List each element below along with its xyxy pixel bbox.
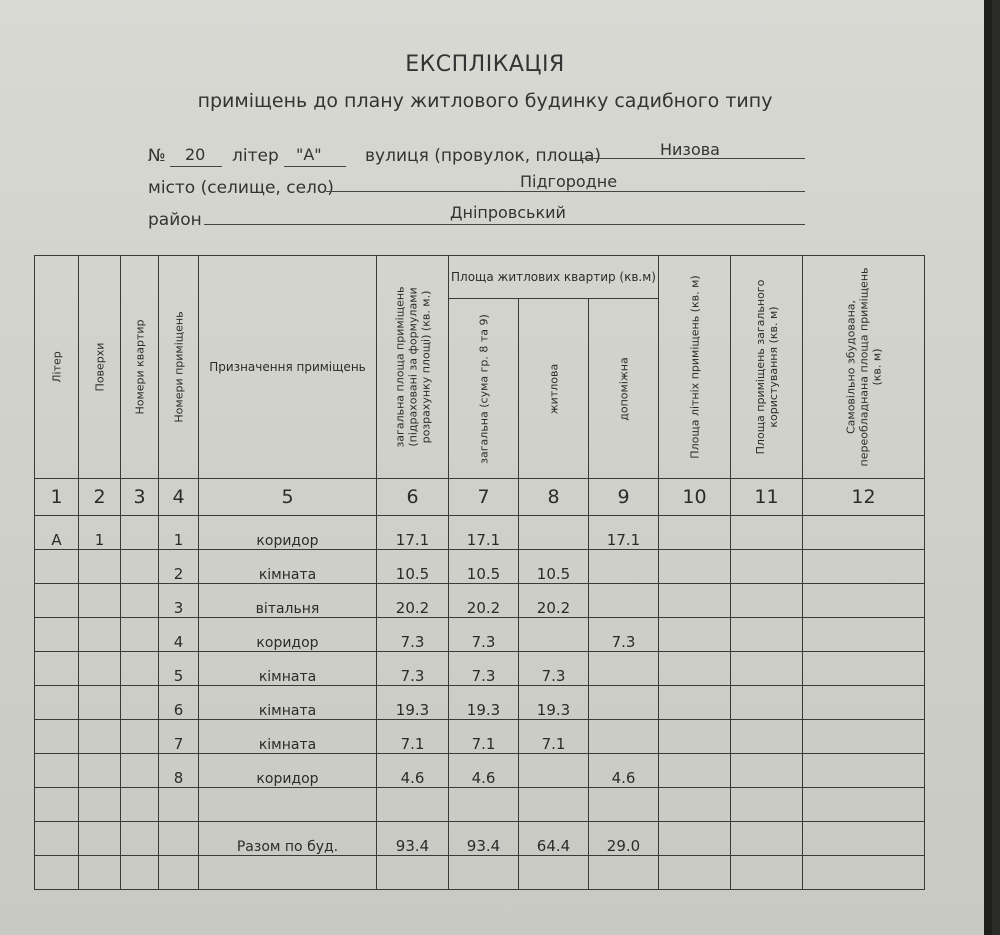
room-number-cell: 4 xyxy=(159,618,199,652)
auxiliary-area-cell xyxy=(589,720,659,754)
city-value: Підгородне xyxy=(520,172,618,191)
empty-cell xyxy=(731,516,803,550)
apartment-total-cell: 20.2 xyxy=(449,584,519,618)
table-row xyxy=(35,618,925,652)
room-name-cell: кімната xyxy=(199,686,377,720)
room-number-cell xyxy=(159,788,199,822)
apartment-total-cell: 17.1 xyxy=(449,516,519,550)
liter-cell xyxy=(35,686,79,720)
liter-cell xyxy=(35,652,79,686)
table-body xyxy=(35,516,925,890)
apartment-cell xyxy=(121,822,159,856)
header-living: житлова xyxy=(519,299,589,479)
apartment-cell xyxy=(121,550,159,584)
room-number-cell xyxy=(159,856,199,890)
col-number: 1 xyxy=(35,479,79,516)
room-name-cell: кімната xyxy=(199,720,377,754)
empty-cell xyxy=(659,822,731,856)
living-area-cell: 7.1 xyxy=(519,720,589,754)
empty-cell xyxy=(731,584,803,618)
empty-cell xyxy=(659,618,731,652)
empty-cell xyxy=(803,516,925,550)
header-auxiliary: допоміжна xyxy=(589,299,659,479)
liter-cell xyxy=(35,788,79,822)
apartment-cell xyxy=(121,516,159,550)
col-number: 5 xyxy=(199,479,377,516)
empty-cell xyxy=(803,754,925,788)
auxiliary-area-cell: 4.6 xyxy=(589,754,659,788)
empty-cell xyxy=(731,550,803,584)
apartment-total-cell: 4.6 xyxy=(449,754,519,788)
total-area-cell: 20.2 xyxy=(377,584,449,618)
empty-cell xyxy=(731,856,803,890)
header-liter: Літер xyxy=(35,256,79,479)
floor-cell xyxy=(79,822,121,856)
room-name-cell: коридор xyxy=(199,516,377,550)
living-area-cell: 7.3 xyxy=(519,652,589,686)
total-area-cell: 4.6 xyxy=(377,754,449,788)
col-number: 12 xyxy=(803,479,925,516)
living-area-cell: 20.2 xyxy=(519,584,589,618)
empty-cell xyxy=(659,754,731,788)
floor-cell xyxy=(79,856,121,890)
header-floors: Поверхи xyxy=(79,256,121,479)
number-value: 20 xyxy=(185,145,206,164)
room-number-cell: 1 xyxy=(159,516,199,550)
living-area-cell xyxy=(519,516,589,550)
auxiliary-area-cell xyxy=(589,856,659,890)
empty-cell xyxy=(803,788,925,822)
empty-cell xyxy=(731,720,803,754)
living-area-cell: 64.4 xyxy=(519,822,589,856)
room-number-cell: 8 xyxy=(159,754,199,788)
empty-cell xyxy=(659,686,731,720)
liter-cell xyxy=(35,550,79,584)
empty-cell xyxy=(659,584,731,618)
col-number: 8 xyxy=(519,479,589,516)
room-number-cell: 3 xyxy=(159,584,199,618)
room-name-cell: кімната xyxy=(199,550,377,584)
apartment-total-cell: 19.3 xyxy=(449,686,519,720)
empty-cell xyxy=(731,822,803,856)
living-area-cell xyxy=(519,856,589,890)
liter-label: літер xyxy=(232,146,279,166)
liter-cell: А xyxy=(35,516,79,550)
street-value: Низова xyxy=(660,140,720,159)
empty-cell xyxy=(803,584,925,618)
room-name-cell xyxy=(199,856,377,890)
liter-underline xyxy=(284,166,346,167)
apartment-total-cell: 93.4 xyxy=(449,822,519,856)
floor-cell xyxy=(79,720,121,754)
col-number: 3 xyxy=(121,479,159,516)
header-room-numbers: Номери приміщень xyxy=(159,256,199,479)
room-number-cell: 7 xyxy=(159,720,199,754)
floor-cell: 1 xyxy=(79,516,121,550)
floor-cell xyxy=(79,686,121,720)
header-common-area: Площа приміщень загального користування (кв. м) xyxy=(731,256,803,479)
table-row xyxy=(35,652,925,686)
explication-table xyxy=(34,255,925,890)
total-area-cell xyxy=(377,856,449,890)
district-value: Дніпровський xyxy=(450,203,566,222)
room-name-cell xyxy=(199,788,377,822)
apartment-total-cell: 7.1 xyxy=(449,720,519,754)
living-area-cell xyxy=(519,618,589,652)
total-area-cell: 7.3 xyxy=(377,618,449,652)
apartment-total-cell: 7.3 xyxy=(449,652,519,686)
empty-cell xyxy=(803,822,925,856)
page-edge-shadow xyxy=(984,0,992,935)
city-underline xyxy=(326,191,805,192)
liter-cell xyxy=(35,720,79,754)
col-number: 2 xyxy=(79,479,121,516)
header-row xyxy=(35,256,925,299)
total-area-cell: 93.4 xyxy=(377,822,449,856)
empty-cell xyxy=(659,856,731,890)
table-row xyxy=(35,720,925,754)
room-number-cell xyxy=(159,822,199,856)
total-area-cell: 17.1 xyxy=(377,516,449,550)
col-number: 10 xyxy=(659,479,731,516)
floor-cell xyxy=(79,550,121,584)
floor-cell xyxy=(79,652,121,686)
header-summer-area: Площа літніх приміщень (кв. м) xyxy=(659,256,731,479)
empty-cell xyxy=(731,788,803,822)
apartment-cell xyxy=(121,652,159,686)
floor-cell xyxy=(79,618,121,652)
header-unauthorized-area: Самовільно збудована, переобладнана площа приміщень (кв. м) xyxy=(803,256,925,479)
apartment-cell xyxy=(121,584,159,618)
city-label: місто (селище, село) xyxy=(148,178,334,198)
col-number: 6 xyxy=(377,479,449,516)
document-subtitle: приміщень до плану житлового будинку садибного типу xyxy=(197,90,773,112)
empty-cell xyxy=(803,856,925,890)
header-apartment-numbers: Номери квартир xyxy=(121,256,159,479)
empty-cell xyxy=(659,516,731,550)
empty-cell xyxy=(803,720,925,754)
document-title: ЕКСПЛІКАЦІЯ xyxy=(405,52,565,77)
living-area-cell: 19.3 xyxy=(519,686,589,720)
column-number-row xyxy=(35,479,925,516)
room-number-cell: 5 xyxy=(159,652,199,686)
floor-cell xyxy=(79,788,121,822)
room-name-cell: кімната xyxy=(199,652,377,686)
apartment-cell xyxy=(121,788,159,822)
liter-cell xyxy=(35,822,79,856)
auxiliary-area-cell xyxy=(589,584,659,618)
room-number-cell: 6 xyxy=(159,686,199,720)
empty-cell xyxy=(731,754,803,788)
apartment-cell xyxy=(121,618,159,652)
liter-cell xyxy=(35,584,79,618)
liter-cell xyxy=(35,754,79,788)
total-area-cell: 7.3 xyxy=(377,652,449,686)
table-row xyxy=(35,754,925,788)
room-number-cell: 2 xyxy=(159,550,199,584)
auxiliary-area-cell: 7.3 xyxy=(589,618,659,652)
district-label: район xyxy=(148,210,202,230)
auxiliary-area-cell xyxy=(589,686,659,720)
apartment-cell xyxy=(121,686,159,720)
table-row xyxy=(35,550,925,584)
empty-cell xyxy=(659,652,731,686)
empty-cell xyxy=(803,686,925,720)
liter-cell xyxy=(35,618,79,652)
total-area-cell xyxy=(377,788,449,822)
floor-cell xyxy=(79,584,121,618)
empty-cell xyxy=(731,618,803,652)
table-row xyxy=(35,686,925,720)
total-area-cell: 10.5 xyxy=(377,550,449,584)
living-area-cell xyxy=(519,788,589,822)
col-number: 7 xyxy=(449,479,519,516)
apartment-cell xyxy=(121,720,159,754)
empty-cell xyxy=(659,788,731,822)
auxiliary-area-cell: 17.1 xyxy=(589,516,659,550)
col-number: 4 xyxy=(159,479,199,516)
liter-value: "А" xyxy=(296,145,322,164)
header-apartment-area-group: Площа житлових квартир (кв.м) xyxy=(449,256,659,299)
liter-cell xyxy=(35,856,79,890)
empty-cell xyxy=(731,686,803,720)
empty-cell xyxy=(803,550,925,584)
col-number: 9 xyxy=(589,479,659,516)
table-row xyxy=(35,856,925,890)
floor-cell xyxy=(79,754,121,788)
living-area-cell: 10.5 xyxy=(519,550,589,584)
auxiliary-area-cell xyxy=(589,788,659,822)
auxiliary-area-cell xyxy=(589,550,659,584)
number-label: № xyxy=(148,146,166,166)
district-underline xyxy=(204,224,805,225)
total-area-cell: 19.3 xyxy=(377,686,449,720)
col-number: 11 xyxy=(731,479,803,516)
header-total-area: загальна площа приміщень (підраховані за формулами розрахунку площі) (кв. м.) xyxy=(377,256,449,479)
number-underline xyxy=(170,166,222,167)
empty-cell xyxy=(659,720,731,754)
empty-cell xyxy=(803,652,925,686)
apartment-cell xyxy=(121,856,159,890)
room-name-cell: коридор xyxy=(199,618,377,652)
table-row xyxy=(35,584,925,618)
apartment-cell xyxy=(121,754,159,788)
empty-cell xyxy=(659,550,731,584)
auxiliary-area-cell xyxy=(589,652,659,686)
table-row xyxy=(35,788,925,822)
apartment-total-cell xyxy=(449,856,519,890)
room-name-cell: вітальня xyxy=(199,584,377,618)
header-room-purpose: Призначення приміщень xyxy=(199,256,377,479)
room-name-cell: Разом по буд. xyxy=(199,822,377,856)
header-apartment-total: загальна (сума гр. 8 та 9) xyxy=(449,299,519,479)
room-name-cell: коридор xyxy=(199,754,377,788)
table-row xyxy=(35,822,925,856)
empty-cell xyxy=(731,652,803,686)
street-label: вулиця (провулок, площа) xyxy=(365,146,601,166)
empty-cell xyxy=(803,618,925,652)
auxiliary-area-cell: 29.0 xyxy=(589,822,659,856)
apartment-total-cell xyxy=(449,788,519,822)
apartment-total-cell: 7.3 xyxy=(449,618,519,652)
living-area-cell xyxy=(519,754,589,788)
total-area-cell: 7.1 xyxy=(377,720,449,754)
apartment-total-cell: 10.5 xyxy=(449,550,519,584)
table-row xyxy=(35,516,925,550)
